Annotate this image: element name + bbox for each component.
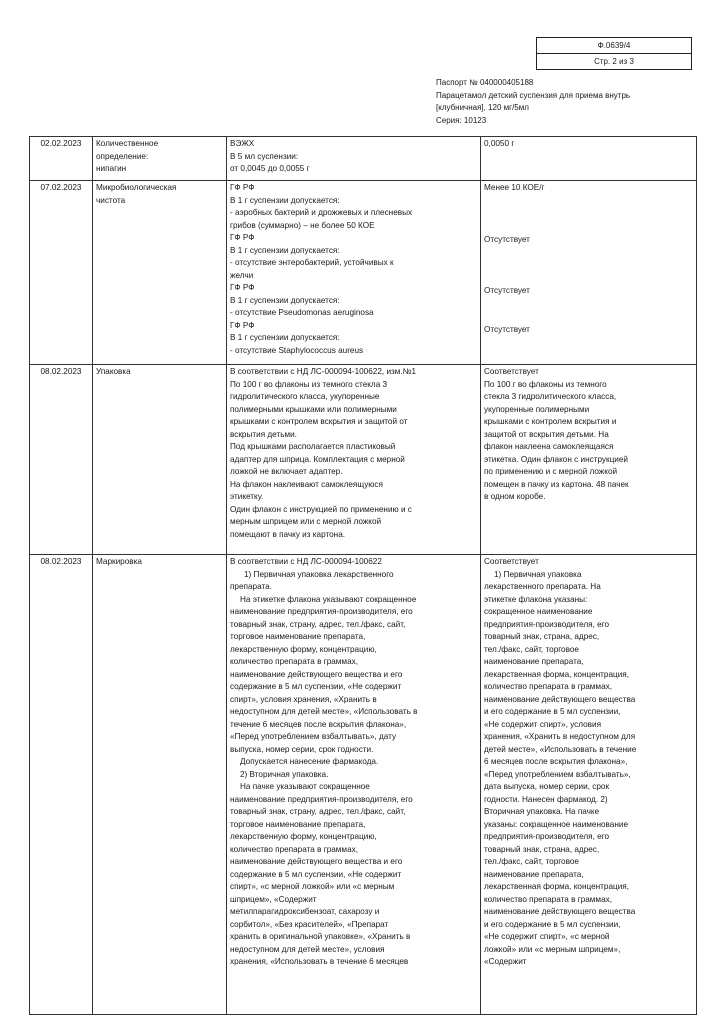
page-number: Стр. 2 из 3 [537,53,691,69]
table-row [30,365,697,555]
form-code-box [536,37,692,70]
test-name: Количественное определение: нипагин [93,137,227,181]
quality-table [29,136,697,1015]
spec-requirements: ВЭЖХ В 5 мл суспензии: от 0,0045 до 0,0055 г [227,137,481,181]
test-date: 08.02.2023 [30,555,93,1015]
product-dosage: [клубничная], 120 мг/5мл [436,103,529,112]
test-result: Соответствует 1) Первичная упаковка лекарственного препарата. На этикетке флакона указаны: сокращенное наименование предприятия-производителя, его товарный знак, страна, адрес, тел./факс, сайт, торговое наименование препарата, лекарственная форма, концентрация, количество препарата в граммах, наименование действующего вещества и его содержание в 5 мл суспензии, «Не содержит спирт», условия хранения, «Хранить в недоступном для детей месте», «Использовать в течение 6 месяцев после вскрытия флакона», «Перед употреблением взбалтывать», дата выпуска, номер серии, срок годности. Нанесен фармакод. 2) Вторичная упаковка. На пачке указаны: сокращенное наименование предприятия-производителя, его товарный знак, страна, адрес, тел./факс, сайт, торговое наименование препарата, лекарственная форма, концентрация, количество препарата в граммах, наименование действующего вещества и его содержание в 5 мл суспензии, «Не содержит спирт», «с мерной ложкой» или «с мерным шприцем», «Содержит [481,555,697,1015]
test-name: Микробиологическая чистота [93,181,227,365]
test-date: 08.02.2023 [30,365,93,555]
spec-requirements: В соответствии с НД ЛС-000094-100622, изм.№1 По 100 г во флаконы из темного стекла 3 гидролитического класса, укупоренные полимерными крышками или полимерными крышками с контролем вскрытия и защитой от вскрытия детьми. Под крышками располагается пластиковый адаптер для шприца. Комплектация с мерной ложкой не включает адаптер. На флакон наклеивают самоклеящуюся этикетку. Один флакон с инструкцией по применению и с мерным шприцем или с мерной ложкой помещают в пачку из картона. [227,365,481,555]
table-row [30,181,697,365]
test-result: Соответствует По 100 г во флаконы из темного стекла 3 гидролитического класса, укупоренные полимерными крышками с контролем вскрытия и защитой от вскрытия детьми. На флакон наклеена самоклеящаяся этикетка. Один флакон с инструкцией по применению и с мерной ложкой помещен в пачку из картона. 48 пачек в одном коробе. [481,365,697,555]
passport-header [436,77,706,127]
test-name: Упаковка [93,365,227,555]
test-name: Маркировка [93,555,227,1015]
form-code: Ф.0639/4 [597,41,631,50]
batch-series: Серия: 10123 [436,115,487,125]
test-date: 07.02.2023 [30,181,93,365]
test-result: Менее 10 КОЕ/г Отсутствует Отсутствует Отсутствует [481,181,697,365]
passport-number: Паспорт № 040000405188 [436,78,534,87]
table-row [30,137,697,181]
test-result: 0,0050 г [481,137,697,181]
spec-requirements: ГФ РФ В 1 г суспензии допускается: - аэробных бактерий и дрожжевых и плесневых грибов (суммарно) – не более 50 КОЕ ГФ РФ В 1 г суспензии допускается: - отсутствие энтеробактерий, устойчивых к желчи ГФ РФ В 1 г суспензии допускается: - отсутствие Pseudomonas aeruginosa ГФ РФ В 1 г суспензии допускается: - отсутствие Staphylococcus aureus [227,181,481,365]
spec-requirements: В соответствии с НД ЛС-000094-100622 1) Первичная упаковка лекарственного препарата. На этикетке флакона указывают сокращенное наименование предприятия-производителя, его товарный знак, страну, адрес, тел./факс, сайт, торговое наименование препарата, лекарственную форму, концентрацию, количество препарата в граммах, наименование действующего вещества и его содержание в 5 мл суспензии, «Не содержит спирт», условия хранения, «Хранить в недоступном для детей месте», «Использовать в течение 6 месяцев после вскрытия флакона», «Перед употреблением взбалтывать», дату выпуска, номер серии, срок годности. Допускается нанесение фармакода. 2) Вторичная упаковка. На пачке указывают сокращенное наименование предприятия-производителя, его товарный знак, страну, адрес, тел./факс, сайт, торговое наименование препарата, лекарственную форму, концентрацию, количество препарата в граммах, наименование действующего вещества и его содержание в 5 мл суспензии, «Не содержит спирт», «с мерной ложкой» или «с мерным шприцем», «Содержит метилпарагидроксибензоат, сахарозу и сорбитол», «Без красителей», «Препарат хранить в оригинальной упаковке», «Хранить в недоступном для детей месте», условия хранения, «Использовать в течение 6 месяцев [227,555,481,1015]
table-row [30,555,697,1015]
product-name: Парацетамол детский суспензия для приема внутрь [436,90,631,100]
test-date: 02.02.2023 [30,137,93,181]
